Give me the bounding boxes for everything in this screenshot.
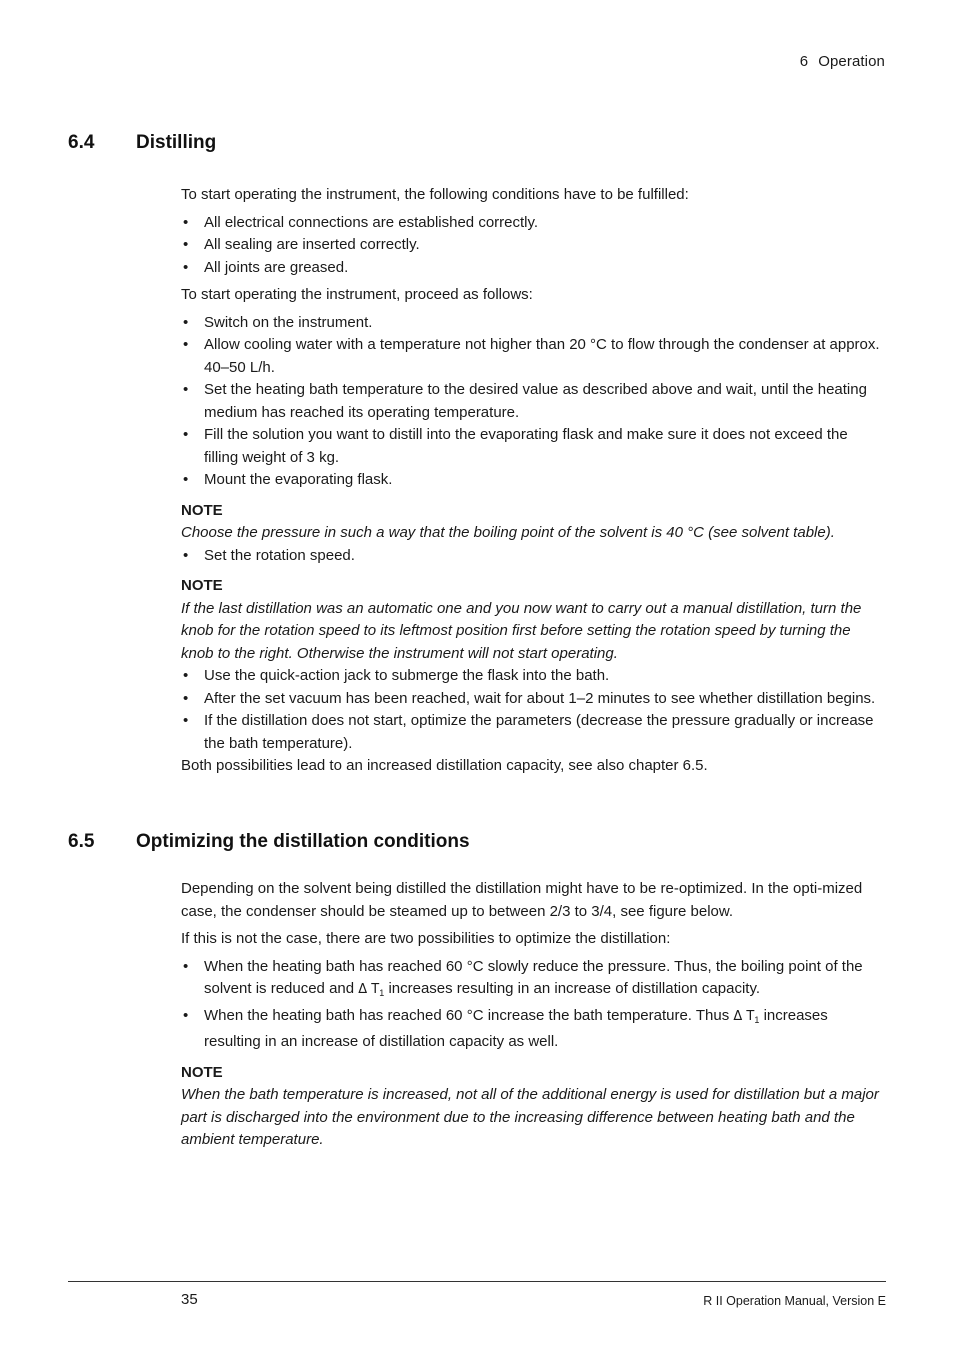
intro-paragraph: To start operating the instrument, the following conditions have to be fulfilled: xyxy=(181,186,689,203)
possibilities-list xyxy=(181,956,881,1054)
list-item: • All electrical connections are established correctly. xyxy=(181,212,881,235)
section-body-6-5 xyxy=(181,878,881,1152)
proceed-paragraph: To start operating the instrument, proceed as follows: xyxy=(181,286,533,303)
list-item xyxy=(181,956,881,1005)
list-item: • Set the heating bath temperature to the desired value as described above and wait, until the heating medium has reached its operating temperature. xyxy=(181,379,881,424)
list-item-text: increases resulting in an increase of distillation capacity. xyxy=(388,980,761,997)
list-item: • Mount the evaporating flask. xyxy=(181,469,881,492)
steps-list xyxy=(181,545,881,568)
list-item: • If the distillation does not start, optimize the parameters (decrease the pressure gradually or increase the bath temperature). xyxy=(181,710,881,755)
note-title: NOTE xyxy=(181,501,223,519)
running-header xyxy=(800,53,885,70)
list-item: • Use the quick-action jack to submerge the flask into the bath. xyxy=(181,665,881,688)
note-text: When the bath temperature is increased, not all of the additional energy is used for distillation but a major part is discharged into the environment due to the increasing difference between heating bath and the ambient temperature. xyxy=(181,1086,879,1148)
section-number: 6.4 xyxy=(68,132,95,153)
delta-t-symbol: Δ T xyxy=(358,982,380,997)
section-title: Optimizing the distillation conditions xyxy=(136,831,470,852)
list-item-text: When the heating bath has reached 60 °C slowly reduce the pressure. Thus, the boiling point of the solvent is reduced and xyxy=(204,957,863,997)
paragraph: Depending on the solvent being distilled the distillation might have to be re-optimized. In the opti-mized case, the condenser should be steamed up to between 2/3 to 3/4, see figure below. xyxy=(181,880,863,920)
footer-divider xyxy=(68,1281,886,1282)
section-heading-6-4 xyxy=(68,132,216,154)
section-title: Distilling xyxy=(136,132,217,153)
list-item: • Switch on the instrument. xyxy=(181,312,881,335)
note-title: NOTE xyxy=(181,1063,223,1081)
paragraph: If this is not the case, there are two possibilities to optimize the distillation: xyxy=(181,930,671,947)
note-text: Choose the pressure in such a way that the boiling point of the solvent is 40 °C (see solvent table). xyxy=(181,524,835,541)
subscript: 1 xyxy=(754,1014,760,1025)
steps-list xyxy=(181,312,881,492)
section-body-6-4 xyxy=(181,184,881,783)
list-item: • All joints are greased. xyxy=(181,257,881,280)
document-title: R II Operation Manual, Version E xyxy=(703,1294,886,1308)
chapter-number: 6 xyxy=(799,53,809,70)
list-item: • All sealing are inserted correctly. xyxy=(181,234,881,257)
section-number: 6.5 xyxy=(68,831,95,852)
list-item: • Allow cooling water with a temperature not higher than 20 °C to flow through the condenser at approx. 40–50 L/h. xyxy=(181,334,881,379)
list-item-text: increases resulting in an increase of distillation capacity as well. xyxy=(204,1006,828,1050)
page-number: 35 xyxy=(181,1291,198,1308)
list-item xyxy=(181,1005,881,1054)
closing-paragraph: Both possibilities lead to an increased distillation capacity, see also chapter 6.5. xyxy=(181,757,708,774)
delta-t-symbol: Δ T xyxy=(733,1008,755,1024)
list-item-text: When the heating bath has reached 60 °C increase the bath temperature. Thus xyxy=(204,1006,730,1024)
conditions-list xyxy=(181,212,881,280)
list-item: • Fill the solution you want to distill into the evaporating flask and make sure it does not exceed the filling weight of 3 kg. xyxy=(181,424,881,469)
steps-list xyxy=(181,665,881,755)
note-title: NOTE xyxy=(181,577,223,594)
chapter-title: Operation xyxy=(818,53,885,70)
subscript: 1 xyxy=(379,988,385,998)
note-text: If the last distillation was an automatic one and you now want to carry out a manual distillation, turn the knob for the rotation speed to its leftmost position first before setting the rotation speed by turning the knob to the right. Otherwise the instrument will not start operating. xyxy=(181,599,862,662)
list-item: • Set the rotation speed. xyxy=(181,545,881,568)
list-item: • After the set vacuum has been reached, wait for about 1–2 minutes to see whether distillation begins. xyxy=(181,688,881,711)
section-heading-6-5 xyxy=(68,831,470,853)
